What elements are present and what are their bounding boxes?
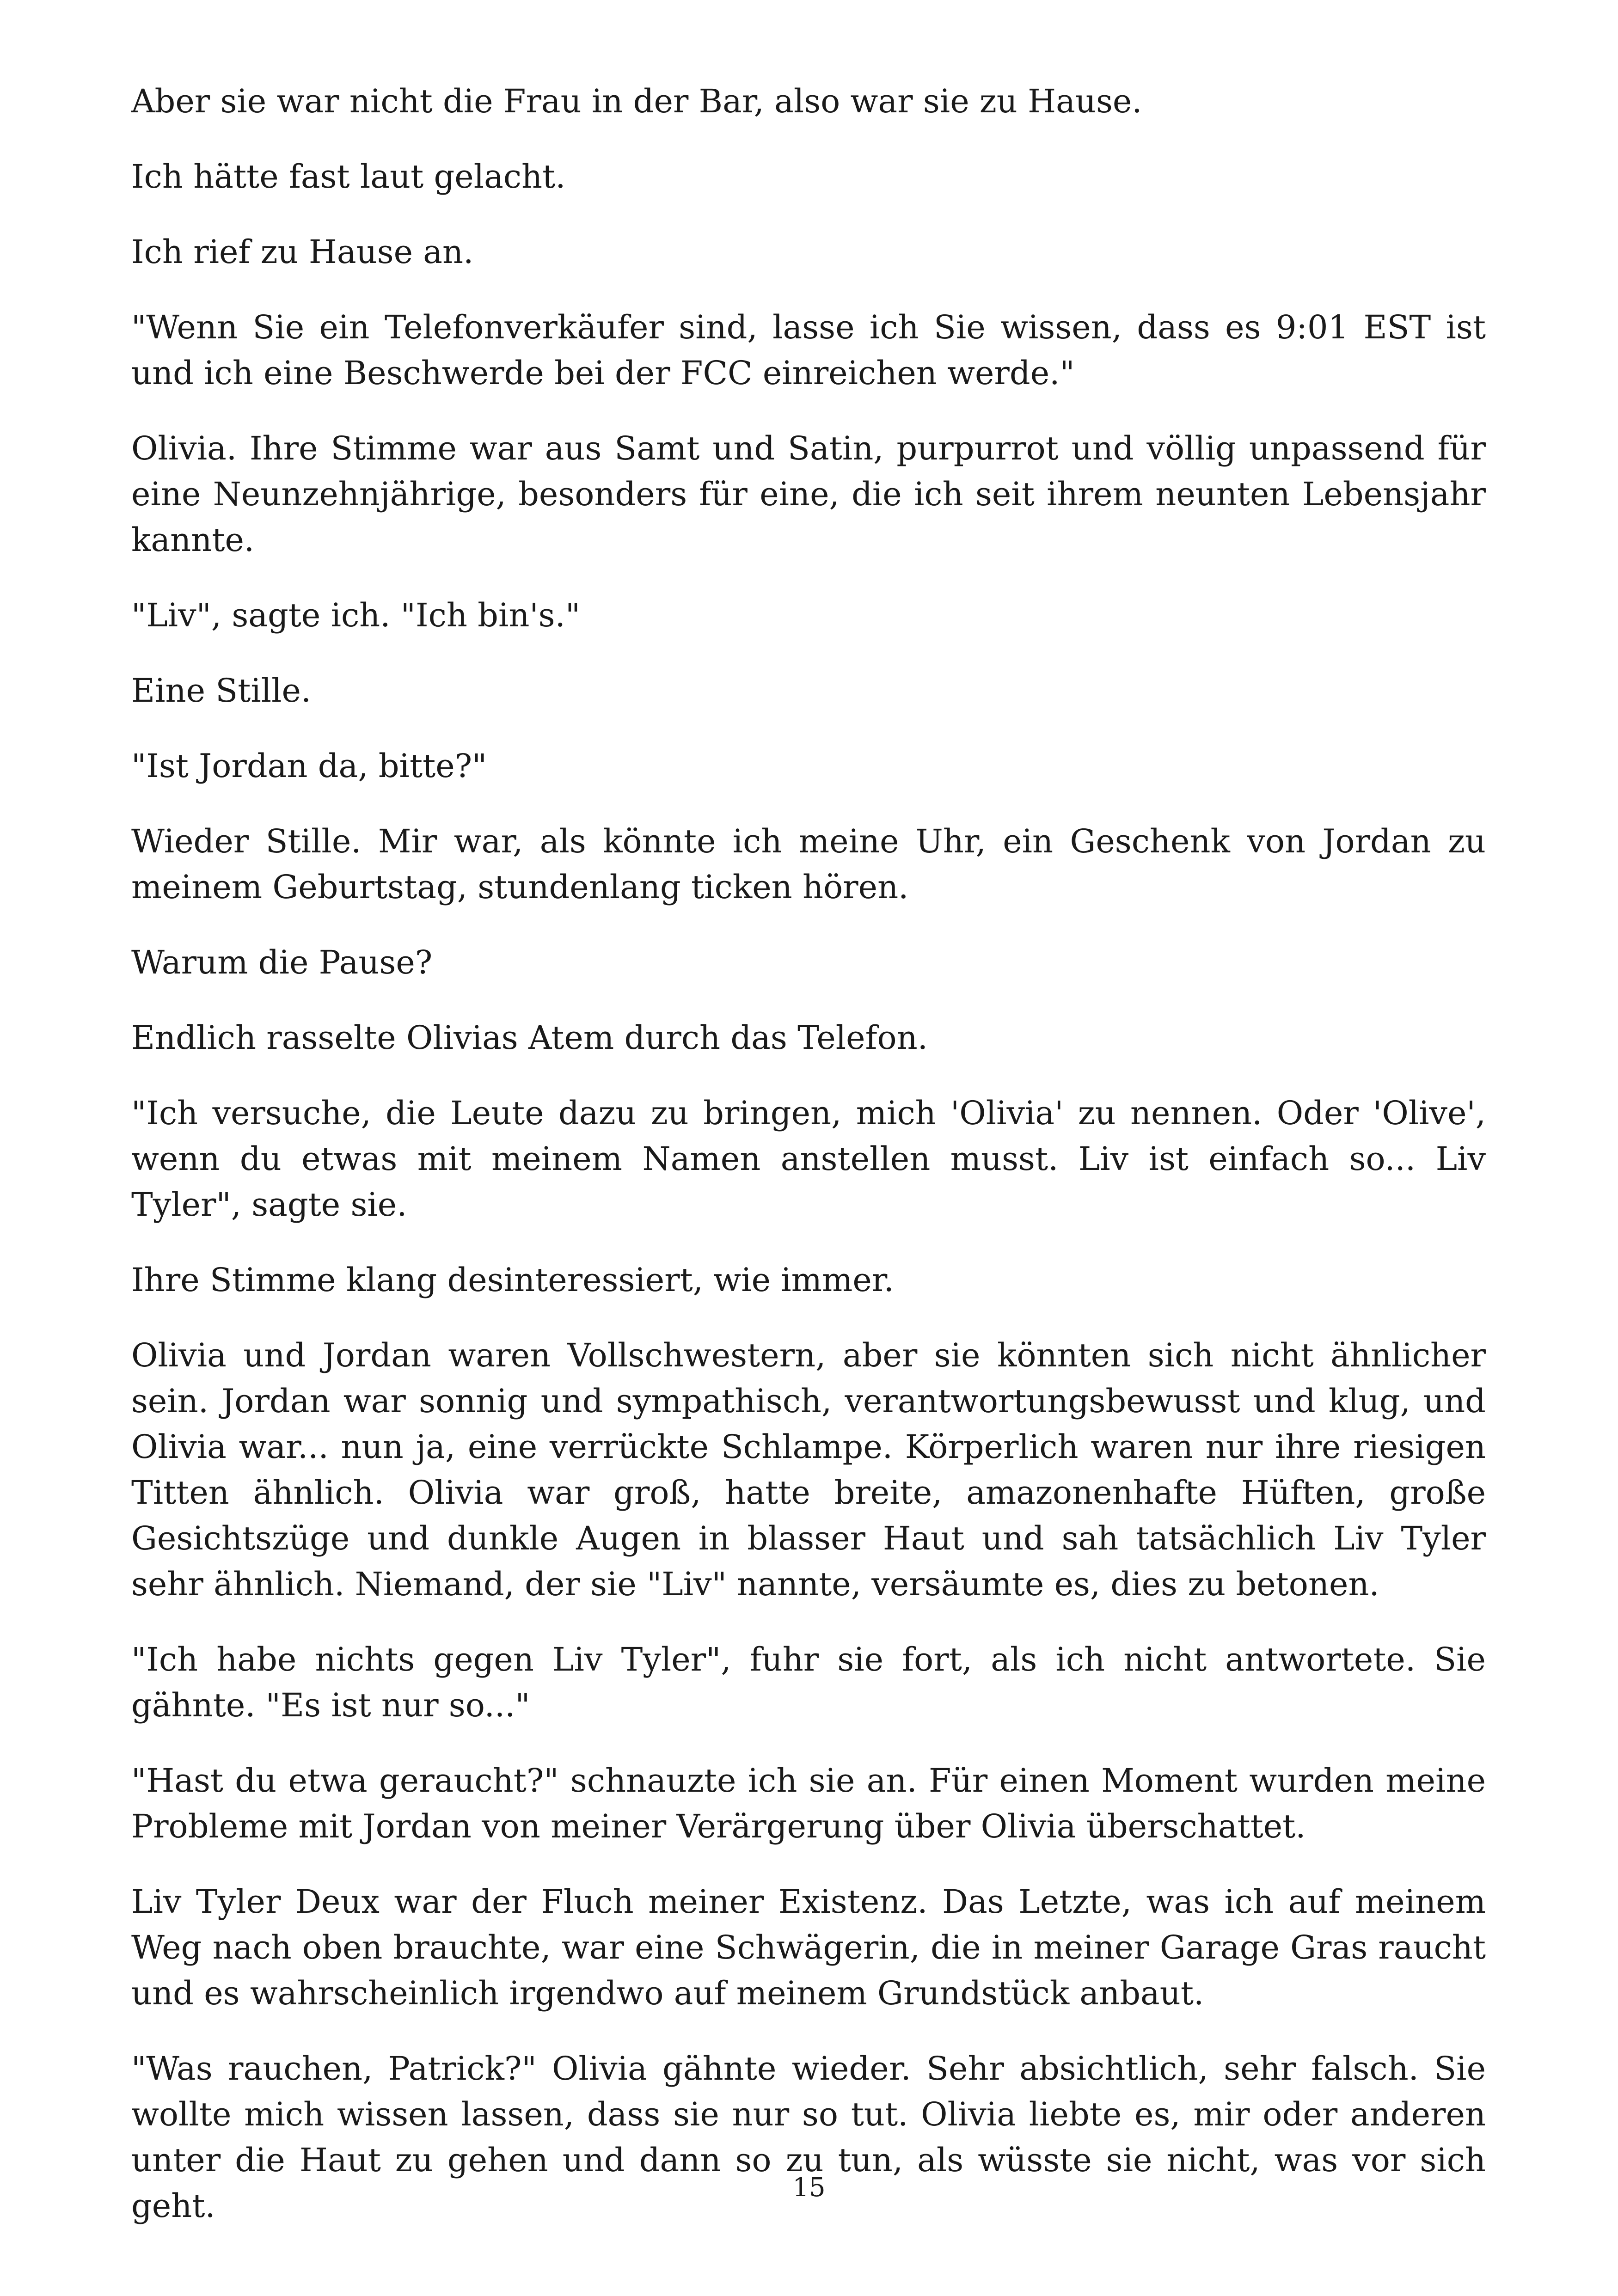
paragraph: "Ich habe nichts gegen Liv Tyler", fuhr sie fort, als ich nicht antwortete. Sie gähnte. "Es ist nur so..."	[131, 1641, 1486, 1724]
paragraph: Warum die Pause?	[131, 943, 433, 981]
paragraph: "Ich versuche, die Leute dazu zu bringen, mich 'Olivia' zu nennen. Oder 'Olive', wenn du etwas mit meinem Namen anstellen musst. Liv ist einfach so... Liv Tyler", sagte sie.	[131, 1094, 1486, 1224]
paragraph: "Hast du etwa geraucht?" schnauzte ich sie an. Für einen Moment wurden meine Probleme mit Jordan von meiner Verärgerung über Olivia überschattet.	[131, 1762, 1486, 1845]
paragraph: Wieder Stille. Mir war, als könnte ich meine Uhr, ein Geschenk von Jordan zu meinem Geburtstag, stundenlang ticken hören.	[131, 822, 1486, 906]
body-text	[131, 79, 1486, 2229]
paragraph: Ich hätte fast laut gelacht.	[131, 158, 566, 196]
page-number: 15	[792, 2173, 826, 2203]
paragraph: Olivia und Jordan waren Vollschwestern, aber sie könnten sich nicht ähnlicher sein. Jordan war sonnig und sympathisch, verantwortungsbewusst und klug, und Olivia war... nun ja, eine verrückte Schlampe. Körperlich waren nur ihre riesigen Titten ähnlich. Olivia war groß, hatte breite, amazonenhafte Hüften, große Gesichtszüge und dunkle Augen in blasser Haut und sah tatsächlich Liv Tyler sehr ähnlich. Niemand, der sie "Liv" nannte, versäumte es, dies zu betonen.	[131, 1336, 1486, 1603]
paragraph: Eine Stille.	[131, 672, 312, 710]
paragraph: "Liv", sagte ich. "Ich bin's."	[131, 596, 581, 634]
paragraph: "Was rauchen, Patrick?" Olivia gähnte wieder. Sehr absichtlich, sehr falsch. Sie wollte mich wissen lassen, dass sie nur so tut. Olivia liebte es, mir oder anderen unter die Haut zu gehen und dann so zu tun, als wüsste sie nicht, was vor sich geht.	[131, 2050, 1486, 2225]
paragraph: "Ist Jordan da, bitte?"	[131, 747, 487, 785]
paragraph: Aber sie war nicht die Frau in der Bar, also war sie zu Hause.	[131, 82, 1142, 120]
paragraph: Ihre Stimme klang desinteressiert, wie immer.	[131, 1261, 894, 1299]
paragraph: Liv Tyler Deux war der Fluch meiner Existenz. Das Letzte, was ich auf meinem Weg nach oben brauchte, war eine Schwägerin, die in meiner Garage Gras raucht und es wahrscheinlich irgendwo auf meinem Grundstück anbaut.	[131, 1883, 1486, 2012]
paragraph: Olivia. Ihre Stimme war aus Samt und Satin, purpurrot und völlig unpassend für eine Neunzehnjährige, besonders für eine, die ich seit ihrem neunten Lebensjahr kannte.	[131, 429, 1486, 559]
paragraph: Ich rief zu Hause an.	[131, 233, 474, 271]
paragraph: "Wenn Sie ein Telefonverkäufer sind, lasse ich Sie wissen, dass es 9:01 EST ist und ich eine Beschwerde bei der FCC einreichen werde."	[131, 308, 1486, 392]
paragraph: Endlich rasselte Olivias Atem durch das Telefon.	[131, 1019, 928, 1057]
